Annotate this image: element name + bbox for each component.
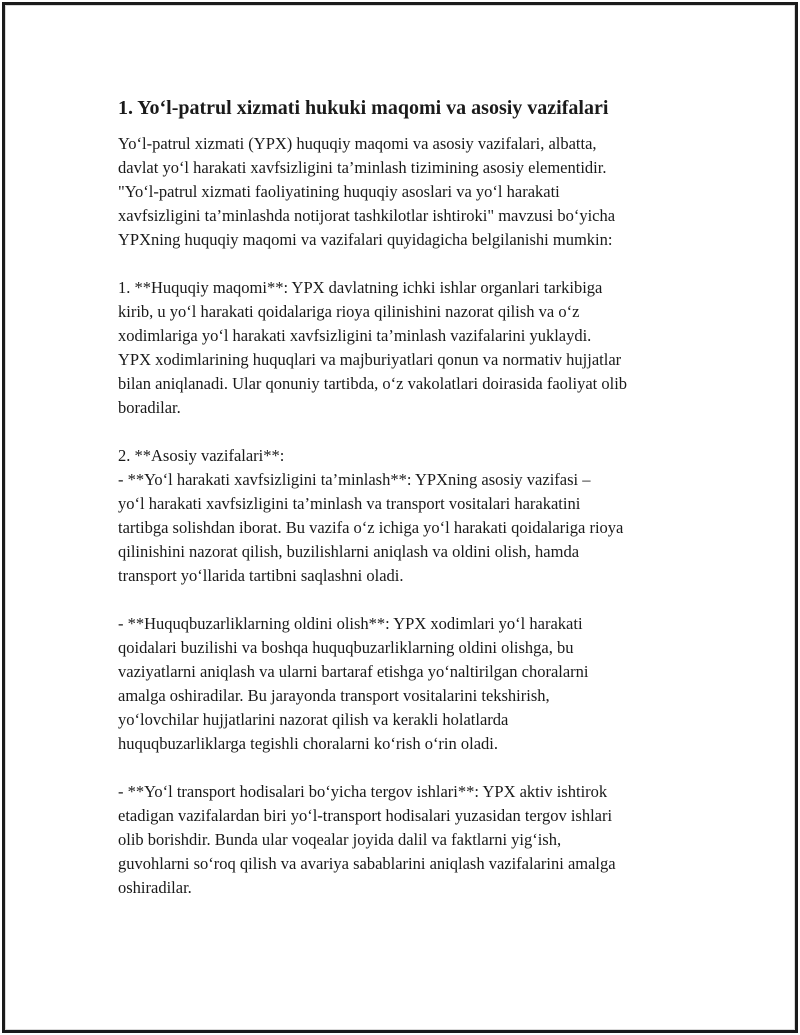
text-line: xodimlariga yo‘l harakati xavfsizligini ta’minlash vazifalarini yuklaydi. [118, 326, 592, 345]
text-line: - **Yo‘l transport hodisalari bo‘yicha tergov ishlari**: YPX aktiv ishtirok [118, 782, 608, 801]
blank-line [118, 252, 693, 276]
text-line: Yo‘l-patrul xizmati (YPX) huquqiy maqomi va asosiy vazifalari, albatta, [118, 134, 597, 153]
text-line: qilinishini nazorat qilish, buzilishlarni aniqlash va oldini olish, hamda [118, 542, 580, 561]
text-line: kirib, u yo‘l harakati qoidalariga rioya qilinishini nazorat qilish va o‘z [118, 302, 580, 321]
text-line: huquqbuzarliklarga tegishli choralarni ko‘rish o‘rin oladi. [118, 734, 499, 753]
text-line: YPX xodimlarining huquqlari va majburiyatlari qonun va normativ hujjatlar [118, 350, 622, 369]
text-line: bilan aniqlanadi. Ular qonuniy tartibda, o‘z vakolatlari doirasida faoliyat olib [118, 374, 628, 393]
text-line: yo‘lovchilar hujjatlarini nazorat qilish va kerakli holatlarda [118, 710, 509, 729]
text-line: tartibga solishdan iborat. Bu vazifa o‘z ichiga yo‘l harakati qoidalariga rioya [118, 518, 624, 537]
text-line: - **Yo‘l harakati xavfsizligini ta’minlash**: YPXning asosiy vazifasi – [118, 470, 591, 489]
text-line: etadigan vazifalardan biri yo‘l-transport hodisalari yuzasidan tergov ishlari [118, 806, 613, 825]
text-line: 1. **Huquqiy maqomi**: YPX davlatning ichki ishlar organlari tarkibiga [118, 278, 603, 297]
text-line: - **Huquqbuzarliklarning oldini olish**: YPX xodimlari yo‘l harakati [118, 614, 583, 633]
document-body [118, 95, 693, 900]
text-line: xavfsizligini ta’minlashda notijorat tashkilotlar ishtiroki" mavzusi bo‘yicha [118, 206, 616, 225]
text-line: vaziyatlarni aniqlash va ularni bartaraf etishga yo‘naltirilgan choralarni [118, 662, 589, 681]
body-text [118, 132, 693, 900]
text-line: olib borishdir. Bunda ular voqealar joyida dalil va faktlarni yig‘ish, [118, 830, 562, 849]
text-line: oshiradilar. [118, 878, 192, 897]
text-line: YPXning huquqiy maqomi va vazifalari quyidagicha belgilanishi mumkin: [118, 230, 613, 249]
blank-line [118, 420, 693, 444]
text-line: yo‘l harakati xavfsizligini ta’minlash va transport vositalari harakatini [118, 494, 581, 513]
blank-line [118, 588, 693, 612]
text-line: amalga oshiradilar. Bu jarayonda transport vositalarini tekshirish, [118, 686, 550, 705]
text-line: guvohlarni so‘roq qilish va avariya sabablarini aniqlash vazifalarini amalga [118, 854, 616, 873]
text-line: qoidalari buzilishi va boshqa huquqbuzarliklarning oldini olishga, bu [118, 638, 574, 657]
text-line: "Yo‘l-patrul xizmati faoliyatining huquqiy asoslari va yo‘l harakati [118, 182, 560, 201]
text-line: 2. **Asosiy vazifalari**: [118, 446, 285, 465]
text-line: boradilar. [118, 398, 181, 417]
text-line: transport yo‘llarida tartibni saqlashni oladi. [118, 566, 404, 585]
text-line: davlat yo‘l harakati xavfsizligini ta’minlash tizimining asosiy elementidir. [118, 158, 607, 177]
section-heading: 1. Yo‘l-patrul xizmati hukuki maqomi va asosiy vazifalari [118, 97, 609, 119]
blank-line [118, 756, 693, 780]
